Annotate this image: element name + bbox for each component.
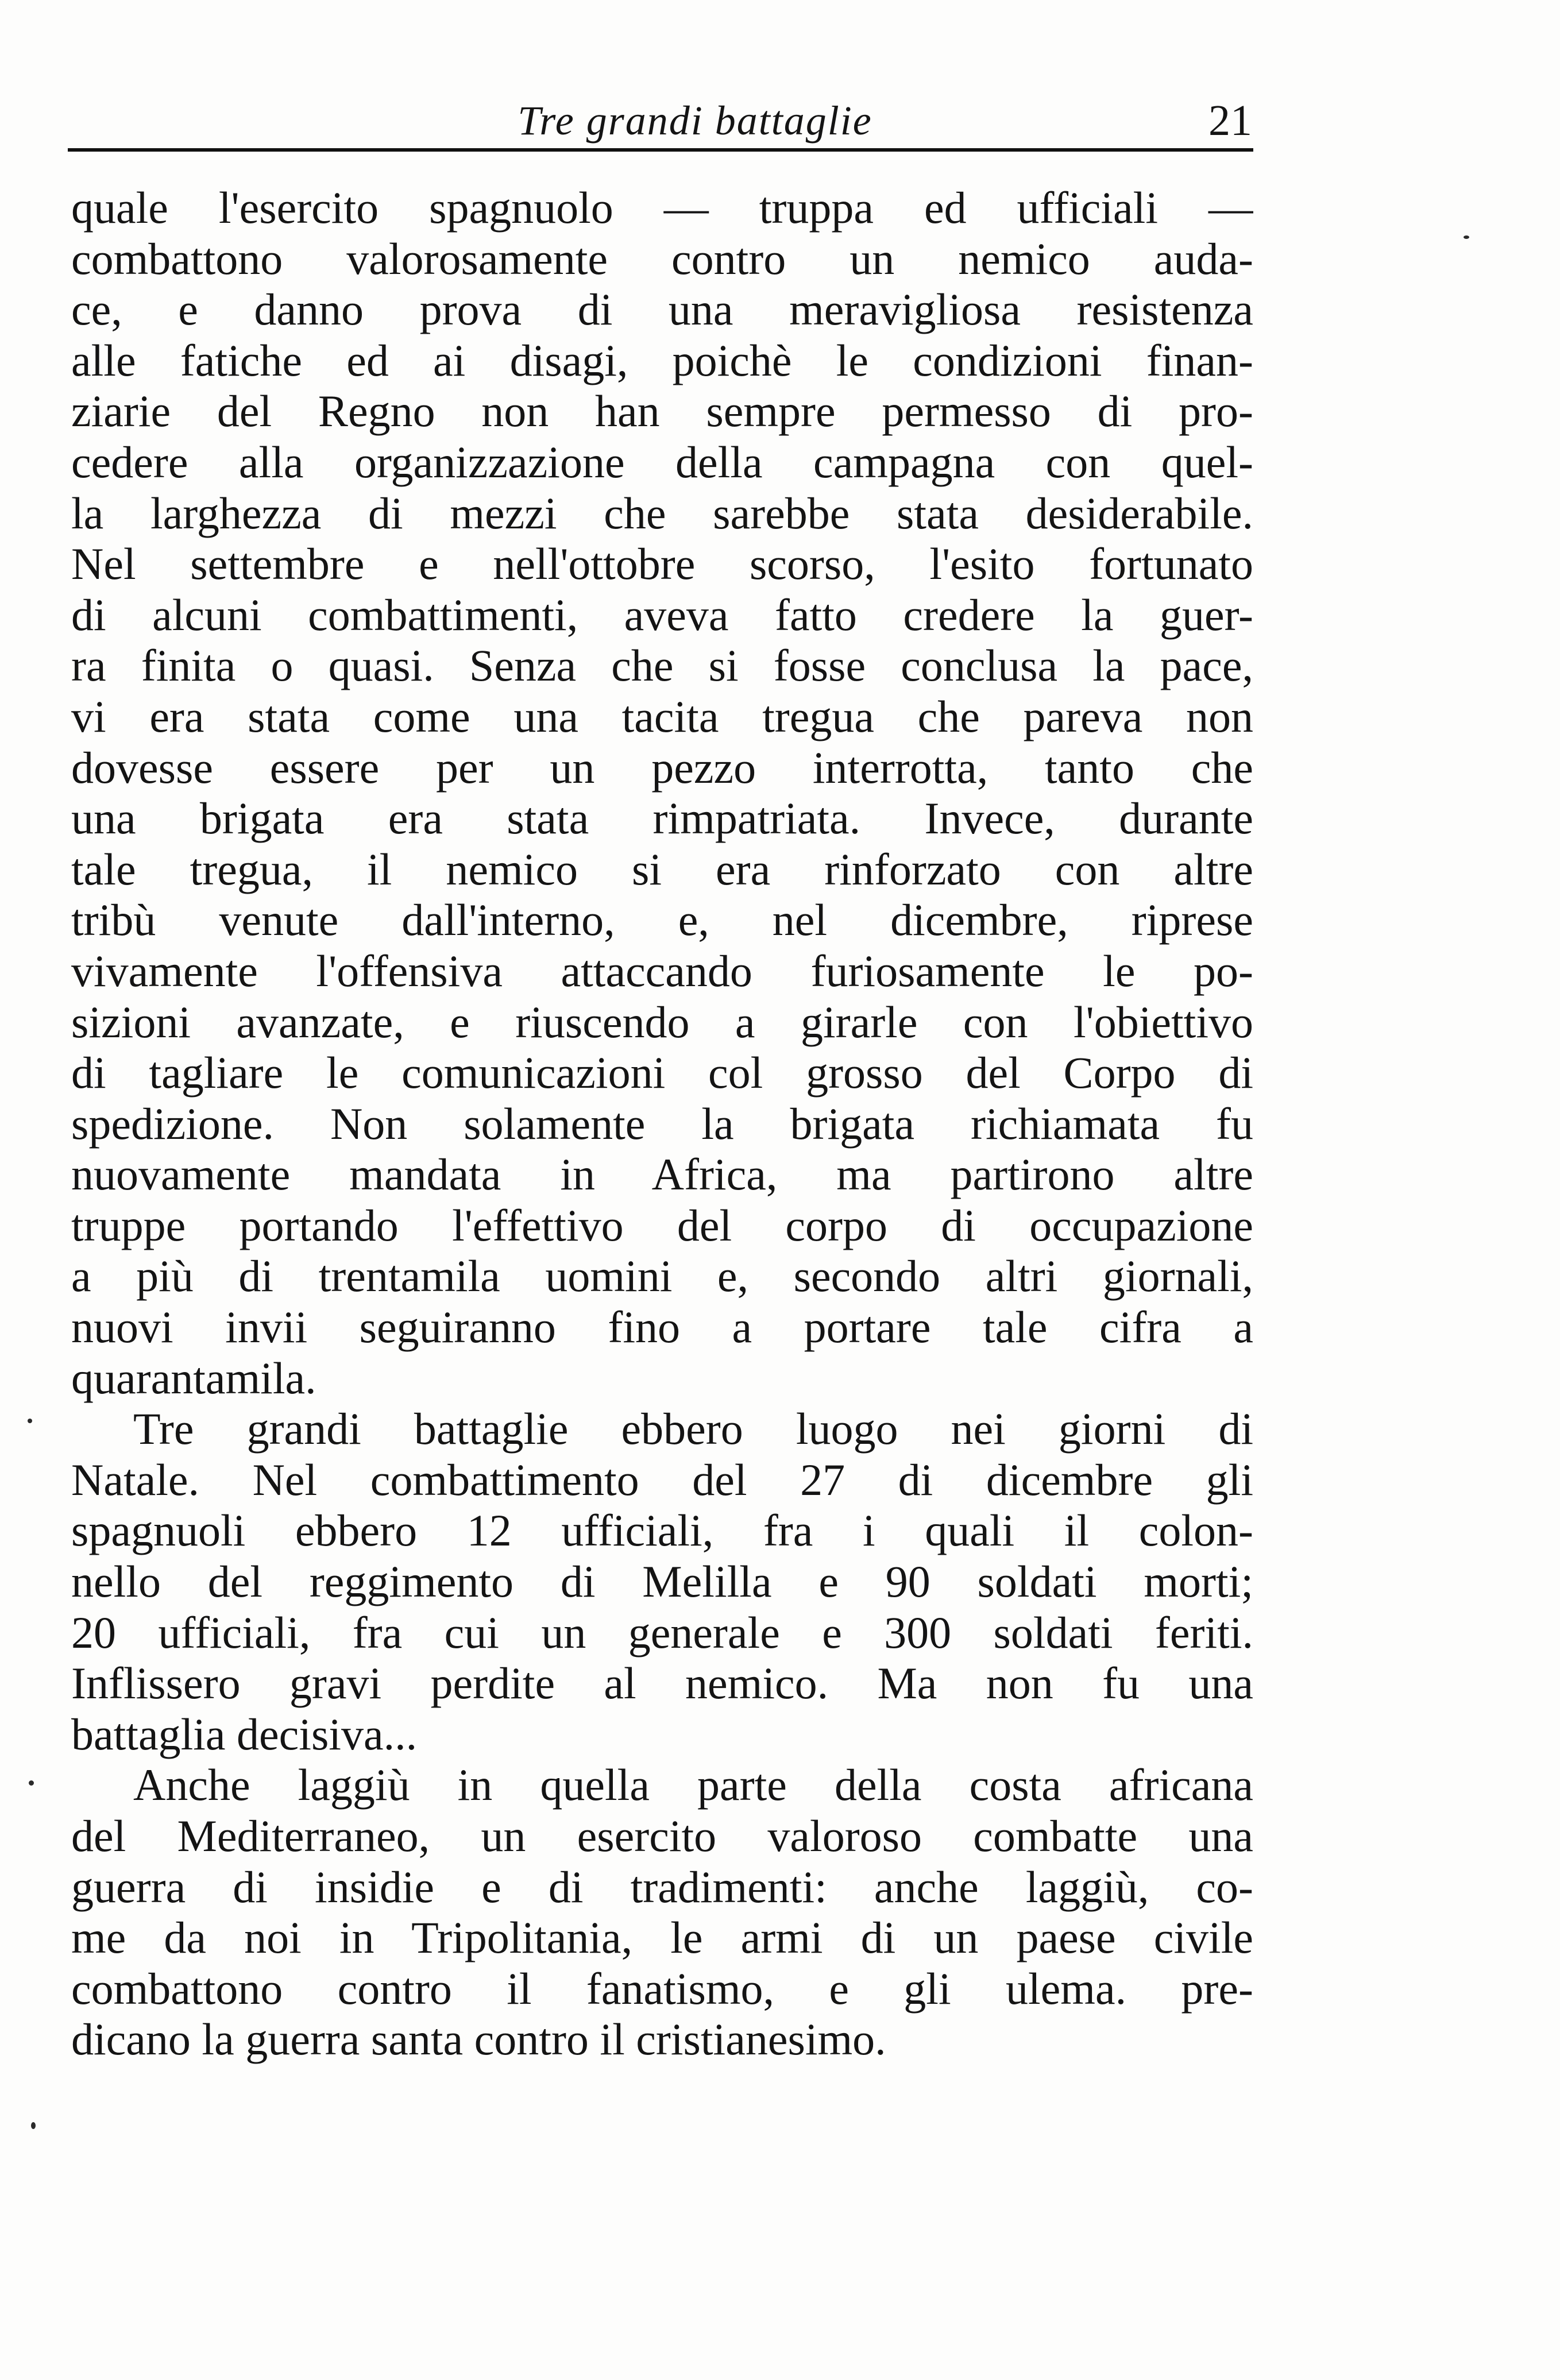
text-line: Anche laggiù in quella parte della costa africana	[133, 1760, 1253, 1810]
text-line: una brigata era stata rimpatriata. Invece, durante	[71, 793, 1253, 844]
scan-speck	[31, 2122, 36, 2129]
text-line: di alcuni combattimenti, aveva fatto credere la guer-	[71, 589, 1253, 640]
text-line: spedizione. Non solamente la brigata richiamata fu	[71, 1098, 1253, 1149]
scan-speck	[28, 1419, 32, 1423]
text-line: del Mediterraneo, un esercito valoroso combatte una	[71, 1811, 1253, 1861]
text-line: truppe portando l'effettivo del corpo di occupazione	[71, 1200, 1253, 1250]
text-line: dicano la guerra santa contro il cristianesimo.	[71, 2014, 886, 2065]
text-line: Inflissero gravi perdite al nemico. Ma non fu una	[71, 1658, 1253, 1709]
text-line: nuovamente mandata in Africa, ma partirono altre	[71, 1149, 1253, 1200]
text-line: a più di trentamila uomini e, secondo altri giornali,	[71, 1251, 1253, 1301]
text-line: combattono valorosamente contro un nemico auda-	[71, 233, 1253, 284]
text-line: Natale. Nel combattimento del 27 di dicembre gli	[71, 1454, 1253, 1505]
text-line: nuovi invii seguiranno fino a portare tale cifra a	[71, 1302, 1253, 1353]
running-title: Tre grandi battaglie	[518, 98, 872, 144]
text-line: alle fatiche ed ai disagi, poichè le condizioni finan-	[71, 335, 1253, 385]
text-line: vivamente l'offensiva attaccando furiosamente le po-	[71, 945, 1253, 996]
text-line: quarantamila.	[71, 1353, 316, 1403]
text-line: quale l'esercito spagnuolo — truppa ed ufficiali —	[71, 183, 1253, 233]
text-line: sizioni avanzate, e riuscendo a girarle con l'obiettivo	[71, 996, 1253, 1047]
header-rule	[68, 148, 1253, 152]
text-line: 20 ufficiali, fra cui un generale e 300 soldati feriti.	[71, 1607, 1253, 1658]
text-line: ra finita o quasi. Senza che si fosse conclusa la pace,	[71, 640, 1253, 691]
text-line: me da noi in Tripolitania, le armi di un paese civile	[71, 1912, 1253, 1963]
text-line: Nel settembre e nell'ottobre scorso, l'esito fortunato	[71, 539, 1253, 589]
text-line: Tre grandi battaglie ebbero luogo nei giorni di	[133, 1404, 1253, 1454]
scan-speck	[1464, 235, 1469, 239]
text-line: vi era stata come una tacita tregua che pareva non	[71, 691, 1253, 741]
text-line: ce, e danno prova di una meravigliosa resistenza	[71, 284, 1253, 335]
text-line: battaglia decisiva...	[71, 1709, 418, 1759]
text-line: nello del reggimento di Melilla e 90 soldati morti;	[71, 1556, 1253, 1607]
text-line: combattono contro il fanatismo, e gli ulema. pre-	[71, 1963, 1253, 2014]
text-line: la larghezza di mezzi che sarebbe stata desiderabile.	[71, 488, 1253, 538]
body-text	[71, 183, 1253, 2065]
running-head	[69, 86, 1252, 155]
text-line: ziarie del Regno non han sempre permesso di pro-	[71, 386, 1253, 436]
scan-speck	[29, 1780, 34, 1786]
text-line: dovesse essere per un pezzo interrotta, tanto che	[71, 742, 1253, 793]
text-line: spagnuoli ebbero 12 ufficiali, fra i quali il colon-	[71, 1505, 1253, 1556]
text-line: guerra di insidie e di tradimenti: anche laggiù, co-	[71, 1861, 1253, 1912]
text-line: cedere alla organizzazione della campagna con quel-	[71, 436, 1253, 487]
text-line: di tagliare le comunicazioni col grosso del Corpo di	[71, 1048, 1253, 1098]
page-number: 21	[1208, 96, 1252, 145]
text-line: tribù venute dall'interno, e, nel dicembre, riprese	[71, 895, 1253, 945]
text-line: tale tregua, il nemico si era rinforzato con altre	[71, 844, 1253, 894]
